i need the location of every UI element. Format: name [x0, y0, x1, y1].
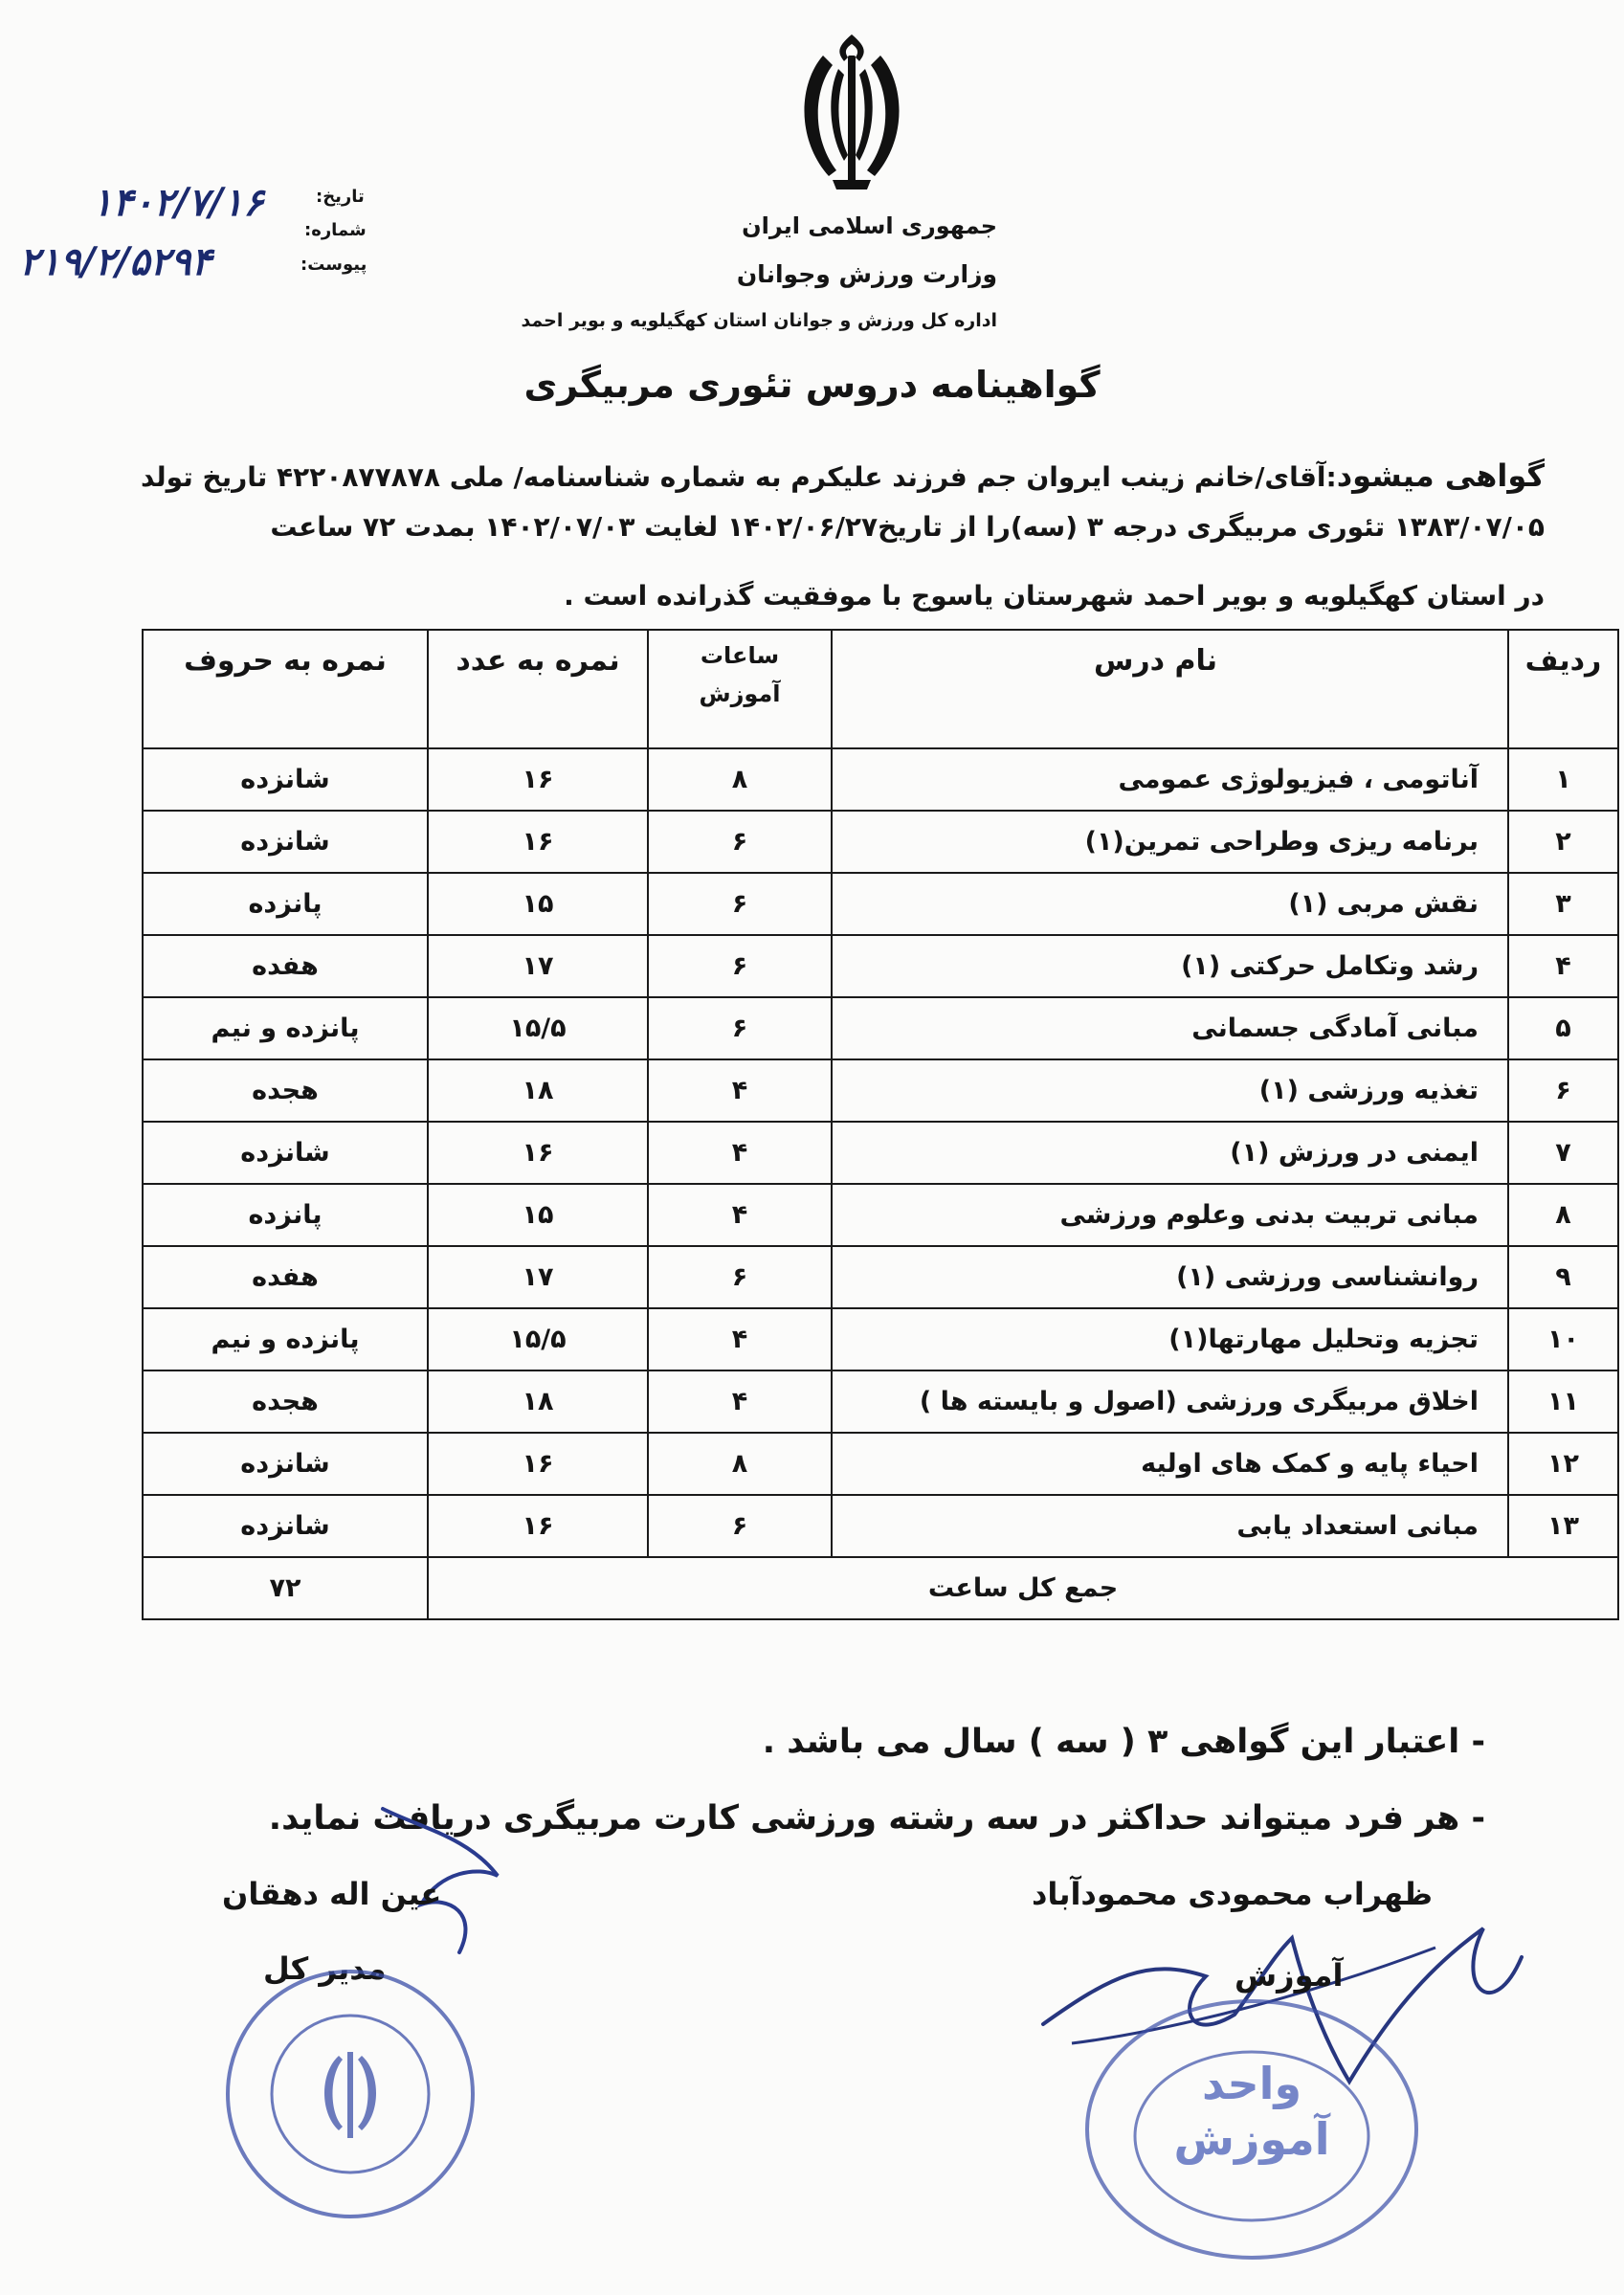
certificate-title: گواهینامه دروس تئوری مربیگری [523, 364, 1101, 406]
header-grade-words: نمره به حروف [143, 630, 428, 748]
cell-hours: ۸ [648, 1433, 832, 1495]
table-row [143, 1184, 1618, 1246]
cell-grade-number: ۱۶ [428, 1495, 648, 1557]
table-row [143, 1308, 1618, 1370]
cell-hours: ۶ [648, 873, 832, 935]
cell-row-number: ۵ [1508, 997, 1618, 1059]
table-row [143, 811, 1618, 873]
header-course-name-text: نام درس [1093, 644, 1218, 678]
cell-grade-words: شانزده [143, 1495, 428, 1557]
cell-hours: ۴ [648, 1370, 832, 1433]
paragraph-line-2: ۱۳۸۳/۰۷/۰۵ تئوری مربیگری درجه ۳ (سه)را از تاریخ۱۴۰۲/۰۶/۲۷ لغایت ۱۴۰۲/۰۷/۰۳ بمدت ۷۲ ساعت [270, 511, 1545, 543]
cell-row-number: ۱۰ [1508, 1308, 1618, 1370]
note-max-fields: - هر فرد میتواند حداکثر در سه رشته ورزشی کارت مربیگری دریافت نماید. [268, 1799, 1485, 1838]
header-course-name [832, 630, 1508, 748]
cell-course-name: آناتومی ، فیزیولوژی عمومی [832, 748, 1508, 811]
cell-row-number: ۱ [1508, 748, 1618, 811]
header-hours-line1: ساعات [700, 642, 780, 669]
cell-row-number: ۸ [1508, 1184, 1618, 1246]
cell-row-number: ۱۲ [1508, 1433, 1618, 1495]
paragraph-line-1-text: :آقای/خانم زینب ایروان جم فرزند علیکرم به شماره شناسنامه/ ملی ۴۲۲۰۸۷۷۸۷۸ تاریخ تولد [140, 461, 1337, 493]
cell-grade-words: شانزده [143, 811, 428, 873]
table-row [143, 1433, 1618, 1495]
table-row [143, 748, 1618, 811]
cell-hours: ۴ [648, 1122, 832, 1184]
handwritten-number: ۲۱۹/۲/۵۲۹۴ [19, 239, 212, 284]
stamp-right-center-line2: آموزش [1173, 2113, 1330, 2165]
header-hours-line2: آموزش [699, 680, 781, 707]
cell-grade-words: شانزده [143, 1433, 428, 1495]
table-row [143, 1495, 1618, 1557]
office-name: اداره کل ورزش و جوانان استان کهگیلویه و بویر احمد [521, 310, 997, 331]
cell-row-number: ۶ [1508, 1059, 1618, 1122]
date-label: تاریخ: [316, 187, 365, 207]
cell-grade-number: ۱۶ [428, 1122, 648, 1184]
cell-grade-words: هفده [143, 935, 428, 997]
table-row [143, 1370, 1618, 1433]
cell-course-name: تغذیه ورزشی (۱) [832, 1059, 1508, 1122]
header-grade-number: نمره به عدد [428, 630, 648, 748]
cell-grade-words: هجده [143, 1059, 428, 1122]
cell-grade-number: ۱۵ [428, 873, 648, 935]
country-name: جمهوری اسلامی ایران [742, 212, 997, 239]
cell-grade-number: ۱۸ [428, 1370, 648, 1433]
paragraph-lead: گواهی میشود [1336, 457, 1545, 494]
cell-row-number: ۹ [1508, 1246, 1618, 1308]
table-row [143, 935, 1618, 997]
signatory-left-name: عین اله دهقان [222, 1876, 442, 1912]
ministry-name: وزارت ورزش وجوانان [736, 260, 997, 288]
cell-hours: ۸ [648, 748, 832, 811]
cell-row-number: ۱۳ [1508, 1495, 1618, 1557]
note-validity: - اعتبار این گواهی ۳ ( سه ) سال می باشد . [762, 1723, 1485, 1761]
signatory-left-title: مدیر کل [263, 1950, 387, 1987]
cell-course-name: اخلاق مربیگری ورزشی (اصول و بایسته ها ) [832, 1370, 1508, 1433]
cell-grade-words: شانزده [143, 748, 428, 811]
paragraph-line-1 [141, 457, 1545, 494]
paragraph-line-3: در استان کهگیلویه و بویر احمد شهرستان یاسوج با موفقیت گذرانده است . [564, 580, 1545, 612]
cell-grade-number: ۱۶ [428, 1433, 648, 1495]
cell-row-number: ۷ [1508, 1122, 1618, 1184]
cell-grade-number: ۱۶ [428, 811, 648, 873]
cell-course-name: مبانی تربیت بدنی وعلوم ورزشی [832, 1184, 1508, 1246]
cell-hours: ۶ [648, 1495, 832, 1557]
cell-hours: ۶ [648, 1246, 832, 1308]
cell-grade-words: هفده [143, 1246, 428, 1308]
table-row [143, 873, 1618, 935]
signatory-right-name: ظهراب محمودی محمودآباد [1032, 1876, 1433, 1912]
cell-row-number: ۴ [1508, 935, 1618, 997]
cell-grade-words: پانزده و نیم [143, 1308, 428, 1370]
number-label: شماره: [304, 220, 367, 240]
cell-hours: ۴ [648, 1308, 832, 1370]
cell-hours: ۴ [648, 1059, 832, 1122]
cell-course-name: مبانی آمادگی جسمانی [832, 997, 1508, 1059]
cell-course-name: برنامه ریزی وطراحی تمرین(۱) [832, 811, 1508, 873]
iran-emblem-icon [785, 27, 919, 199]
header-hours [648, 630, 832, 748]
cell-grade-words: شانزده [143, 1122, 428, 1184]
cell-row-number: ۱۱ [1508, 1370, 1618, 1433]
cell-grade-words: پانزده [143, 1184, 428, 1246]
total-hours-value: ۷۲ [143, 1557, 428, 1619]
total-hours-label: جمع کل ساعت [428, 1557, 1618, 1619]
cell-hours: ۶ [648, 997, 832, 1059]
table-row [143, 997, 1618, 1059]
cell-grade-words: پانزده [143, 873, 428, 935]
cell-grade-number: ۱۵ [428, 1184, 648, 1246]
grades-table [142, 629, 1619, 1620]
cell-course-name: رشد وتکامل حرکتی (۱) [832, 935, 1508, 997]
header-row-number: ردیف [1508, 630, 1618, 748]
cell-grade-number: ۱۸ [428, 1059, 648, 1122]
cell-course-name: روانشناسی ورزشی (۱) [832, 1246, 1508, 1308]
stamp-right-center-line1: واحد [1201, 2058, 1302, 2109]
cell-course-name: ایمنی در ورزش (۱) [832, 1122, 1508, 1184]
signatory-right-title: آموزش [1235, 1957, 1344, 1994]
cell-hours: ۴ [648, 1184, 832, 1246]
cell-course-name: مبانی استعداد یابی [832, 1495, 1508, 1557]
cell-hours: ۶ [648, 935, 832, 997]
official-stamp-left [216, 1960, 484, 2228]
cell-course-name: نقش مربی (۱) [832, 873, 1508, 935]
table-header-row [143, 630, 1618, 748]
handwritten-date: ۱۴۰۲/۷/۱۶ [92, 180, 264, 225]
cell-row-number: ۳ [1508, 873, 1618, 935]
cell-grade-words: هجده [143, 1370, 428, 1433]
cell-grade-number: ۱۶ [428, 748, 648, 811]
cell-hours: ۶ [648, 811, 832, 873]
cell-grade-number: ۱۵/۵ [428, 997, 648, 1059]
table-row [143, 1246, 1618, 1308]
table-total-row [143, 1557, 1618, 1619]
cell-grade-number: ۱۵/۵ [428, 1308, 648, 1370]
cell-course-name: تجزیه وتحلیل مهارتها(۱) [832, 1308, 1508, 1370]
cell-course-name: احیاء پایه و کمک های اولیه [832, 1433, 1508, 1495]
cell-grade-number: ۱۷ [428, 935, 648, 997]
table-row [143, 1122, 1618, 1184]
table-row [143, 1059, 1618, 1122]
cell-grade-number: ۱۷ [428, 1246, 648, 1308]
cell-row-number: ۲ [1508, 811, 1618, 873]
cell-grade-words: پانزده و نیم [143, 997, 428, 1059]
attachment-label: پیوست: [300, 255, 367, 275]
